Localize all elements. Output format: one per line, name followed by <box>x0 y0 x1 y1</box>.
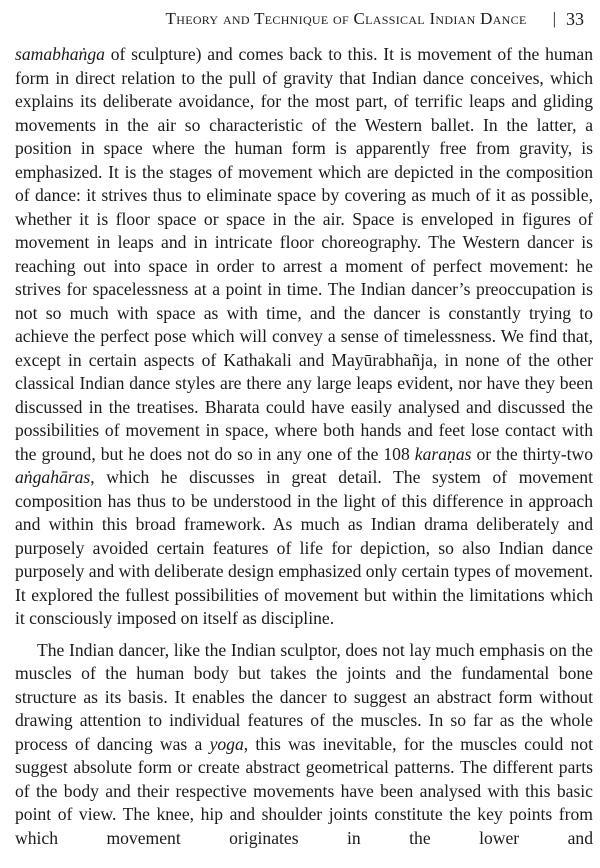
running-title: Theory and Technique of Classical Indian Dance <box>165 9 527 28</box>
paragraph-2 <box>15 639 593 851</box>
paragraph-2-text-b: , this was inevitable, for the muscles could not suggest absolute form or create abstract geometrical patterns. The different parts of the body and their respective movements have been analysed with this basic point of view. The knee, hip and shoulder joints constitute the key points from which movement originates in the lower and <box>15 733 593 848</box>
paragraph-1-text-b: or the thirty-two <box>471 443 593 464</box>
paragraph-1-term-karanas: karaṇas <box>414 443 472 464</box>
paragraph-2-term-yoga: yoga <box>209 733 244 754</box>
paragraph-1 <box>15 43 593 631</box>
paragraph-1-text-a: of sculpture) and comes back to this. It is movement of the human form in direct relation to the pull of gravity that Indian dance conceives, which explains its deliberate avoidance, for the most part, of terrific leaps and gliding movements in the air so characteristic of the Western ballet. In the latter, a position in space where the human form is apparently free from gravity, is emphasized. It is the stages of movement which are depicted in the composition of dance: it strives thus to eliminate space by covering as much of it as possible, whether it is floor space or space in the air. Space is enveloped in figures of movement in leaps and in intricate floor choreography. The Western dancer is reaching out into space in order to arrest a moment of perfect movement: he strives for spacelessness at a point in time. The Indian dancer’s preoccupation is not so much with space as with time, and the dancer is constantly trying to achieve the perfect pose which will convey a sense of timelessness. We find that, except in certain aspects of Kathakali and Mayūrabhañja, in none of the other classical Indian dance styles are there any large leaps evident, nor have they been discussed in the treatises. Bharata could have easily analysed and discussed the possibilities of movement in space, where both hands and feet lose contact with the ground, but he does not do so in any one of the 108 <box>15 44 593 464</box>
page-body <box>15 43 593 850</box>
page-number: 33 <box>566 8 584 29</box>
page-header <box>12 7 584 31</box>
header-separator: | <box>552 9 556 28</box>
paragraph-1-text-c: , which he discusses in great detail. The system of movement composition has thus to be understood in the light of this difference in approach and within this broad framework. As much as Indian drama deliberately and purposely avoided certain features of life for depiction, so also Indian dance purposely and with deliberate design emphasized only certain types of movement. It explored the fullest possibilities of movement but within the limitations which it consciously imposed on itself as discipline. <box>15 467 593 628</box>
paragraph-1-term-angaharas: aṅgahāras <box>15 467 91 487</box>
paragraph-1-term-samabhanga: samabhaṅga <box>15 44 105 64</box>
paragraph-2-text-a: The Indian dancer, like the Indian sculptor, does not lay much emphasis on the muscles of the human body but takes the joints and the fundamental bone structure as its basis. It enables the dancer to suggest an abstract form without drawing attention to individual features of the muscles. In so far as the whole process of dancing was a <box>15 639 593 754</box>
